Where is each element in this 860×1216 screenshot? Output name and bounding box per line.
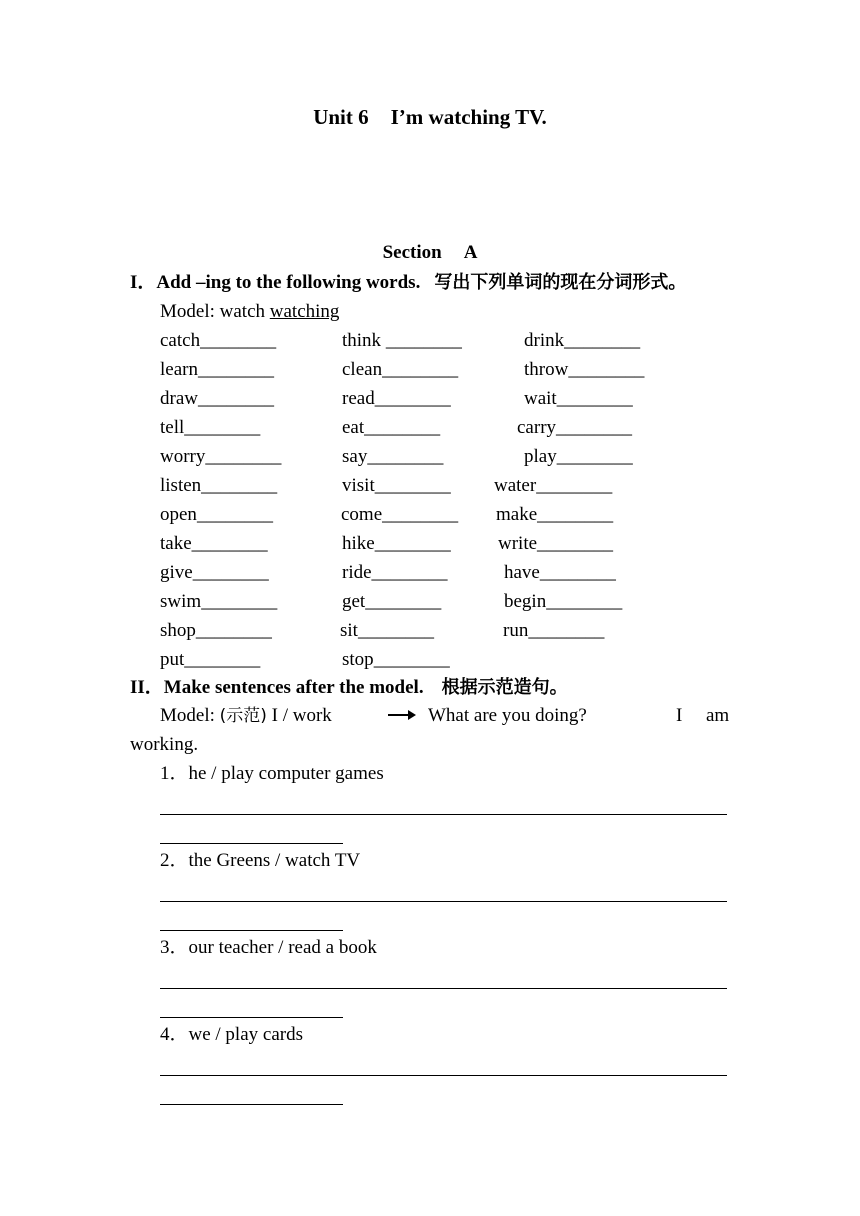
answer-blank[interactable]: ________ (200, 330, 277, 351)
word-text: tell (160, 417, 185, 438)
word-text: worry (160, 446, 206, 467)
answer-blank[interactable]: ________ (556, 388, 633, 409)
word-text: water (494, 475, 537, 496)
answer-blank[interactable]: ________ (197, 359, 274, 380)
part2-model-label: Model: (160, 705, 220, 726)
word-item (342, 331, 462, 350)
word-item (160, 389, 274, 408)
sentence-prompt: 1．he / play computer games (160, 763, 384, 784)
word-text: take (160, 533, 192, 554)
word-item (342, 418, 440, 437)
answer-blank[interactable]: ________ (191, 533, 268, 554)
answer-blank[interactable]: ________ (357, 620, 434, 641)
sentence-prompt: 2．the Greens / watch TV (160, 850, 361, 871)
word-text: draw (160, 388, 198, 409)
word-text: open (160, 504, 197, 525)
answer-blank[interactable]: ________ (539, 562, 616, 583)
answer-line[interactable] (160, 901, 727, 902)
part2-model-cn: (示范) (219, 706, 267, 726)
word-text: listen (160, 475, 202, 496)
word-item (340, 621, 434, 640)
word-item (524, 360, 644, 379)
word-item (342, 563, 448, 582)
word-text: stop (342, 649, 374, 670)
page-title (0, 107, 860, 128)
word-item (524, 447, 633, 466)
answer-line[interactable] (160, 814, 727, 815)
word-text: say (342, 446, 368, 467)
answer-blank[interactable]: ________ (184, 417, 261, 438)
word-item (342, 650, 450, 669)
word-text: have (504, 562, 540, 583)
answer-blank[interactable]: ________ (537, 533, 614, 554)
word-item (160, 621, 272, 640)
word-item (160, 447, 281, 466)
section-heading (0, 243, 860, 262)
part2-heading-cn: 根据示范造句。 (441, 677, 568, 698)
unit-title: I’m watching TV. (390, 105, 547, 129)
answer-blank[interactable]: ________ (546, 591, 623, 612)
word-item (160, 331, 276, 350)
word-text: eat (342, 417, 365, 438)
answer-blank[interactable]: ________ (374, 475, 451, 496)
answer-blank[interactable]: ________ (373, 649, 450, 670)
word-item (160, 534, 268, 553)
word-item (498, 534, 613, 553)
word-text: make (496, 504, 538, 525)
part1-heading-cn: 写出下列单词的现在分词形式。 (434, 272, 687, 293)
answer-blank[interactable]: ________ (556, 446, 633, 467)
part1-model-prefix: Model: watch (160, 301, 266, 322)
part2-model-question: What are you doing? (428, 705, 587, 726)
word-text: get (342, 591, 366, 612)
part2-model-answer-word: am (706, 705, 730, 726)
answer-blank[interactable]: ________ (536, 475, 613, 496)
word-item (341, 505, 458, 524)
word-item (342, 447, 443, 466)
part2-model-answer-word: I (676, 705, 683, 726)
answer-blank[interactable]: ________ (365, 591, 442, 612)
answer-line[interactable] (160, 1104, 343, 1105)
answer-blank[interactable]: ________ (197, 388, 274, 409)
word-text: read (342, 388, 375, 409)
arrow-icon (388, 714, 414, 716)
part1-model-answer: watching (269, 301, 340, 322)
answer-blank[interactable]: ________ (195, 620, 272, 641)
answer-blank[interactable]: ________ (528, 620, 605, 641)
answer-line[interactable] (160, 843, 343, 844)
answer-blank[interactable]: ________ (556, 417, 633, 438)
part2-model-answer-word: working. (130, 734, 199, 755)
word-text: think (342, 330, 386, 351)
answer-blank[interactable]: ________ (367, 446, 444, 467)
answer-blank[interactable]: ________ (201, 475, 278, 496)
word-text: catch (160, 330, 201, 351)
word-item (160, 505, 273, 524)
word-item (517, 418, 632, 437)
word-text: begin (504, 591, 547, 612)
answer-blank[interactable]: ________ (201, 591, 278, 612)
word-item (160, 592, 277, 611)
word-item (160, 360, 274, 379)
section-label: Section (382, 242, 442, 263)
answer-blank[interactable]: ________ (374, 388, 451, 409)
word-text: sit (340, 620, 358, 641)
answer-line[interactable] (160, 988, 727, 989)
word-text: write (498, 533, 538, 554)
word-text: visit (342, 475, 375, 496)
answer-line[interactable] (160, 930, 343, 931)
word-item (160, 418, 260, 437)
answer-blank[interactable]: ________ (568, 359, 645, 380)
answer-blank[interactable]: ________ (192, 562, 269, 583)
word-text: give (160, 562, 193, 583)
word-text: learn (160, 359, 198, 380)
word-item (160, 650, 260, 669)
word-text: ride (342, 562, 372, 583)
word-item (496, 505, 613, 524)
section-letter: A (463, 242, 478, 263)
part2-model-prompt: I / work (266, 705, 332, 726)
part2-heading (130, 678, 568, 697)
word-item (524, 389, 633, 408)
word-item (503, 621, 604, 640)
answer-blank[interactable]: ________ (382, 359, 459, 380)
word-item (342, 360, 458, 379)
word-item (524, 331, 640, 350)
answer-blank[interactable]: ________ (364, 417, 441, 438)
word-item (342, 476, 451, 495)
word-item (160, 563, 269, 582)
part2-model (160, 706, 332, 725)
word-text: clean (342, 359, 383, 380)
part1-heading (130, 273, 686, 292)
word-item (504, 563, 616, 582)
unit-number: Unit 6 (313, 105, 369, 129)
answer-blank[interactable]: ________ (205, 446, 282, 467)
word-item (504, 592, 622, 611)
part1-model (160, 302, 339, 321)
part2-heading-en: II．Make sentences after the model. (130, 677, 424, 698)
answer-blank[interactable]: ________ (564, 330, 641, 351)
word-item (342, 389, 451, 408)
sentence-prompt: 3．our teacher / read a book (160, 937, 377, 958)
answer-blank[interactable]: ________ (537, 504, 614, 525)
word-text: play (524, 446, 557, 467)
word-item (494, 476, 612, 495)
word-text: come (341, 504, 383, 525)
word-text: wait (524, 388, 557, 409)
word-text: hike (342, 533, 375, 554)
answer-line[interactable] (160, 1017, 343, 1018)
word-text: drink (524, 330, 565, 351)
word-item (342, 592, 441, 611)
answer-blank[interactable]: ________ (196, 504, 273, 525)
word-text: run (503, 620, 529, 641)
word-text: swim (160, 591, 202, 612)
answer-blank[interactable]: ________ (374, 533, 451, 554)
answer-blank[interactable]: ________ (371, 562, 448, 583)
answer-line[interactable] (160, 1075, 727, 1076)
sentence-prompt: 4．we / play cards (160, 1024, 303, 1045)
word-item (342, 534, 451, 553)
answer-blank[interactable]: ________ (184, 649, 261, 670)
answer-blank[interactable]: ________ (382, 504, 459, 525)
word-text: shop (160, 620, 196, 641)
word-item (160, 476, 277, 495)
part1-heading-en: I．Add –ing to the following words. (130, 272, 421, 293)
answer-blank[interactable]: ________ (385, 330, 462, 351)
word-text: carry (517, 417, 557, 438)
word-text: throw (524, 359, 569, 380)
word-text: put (160, 649, 185, 670)
